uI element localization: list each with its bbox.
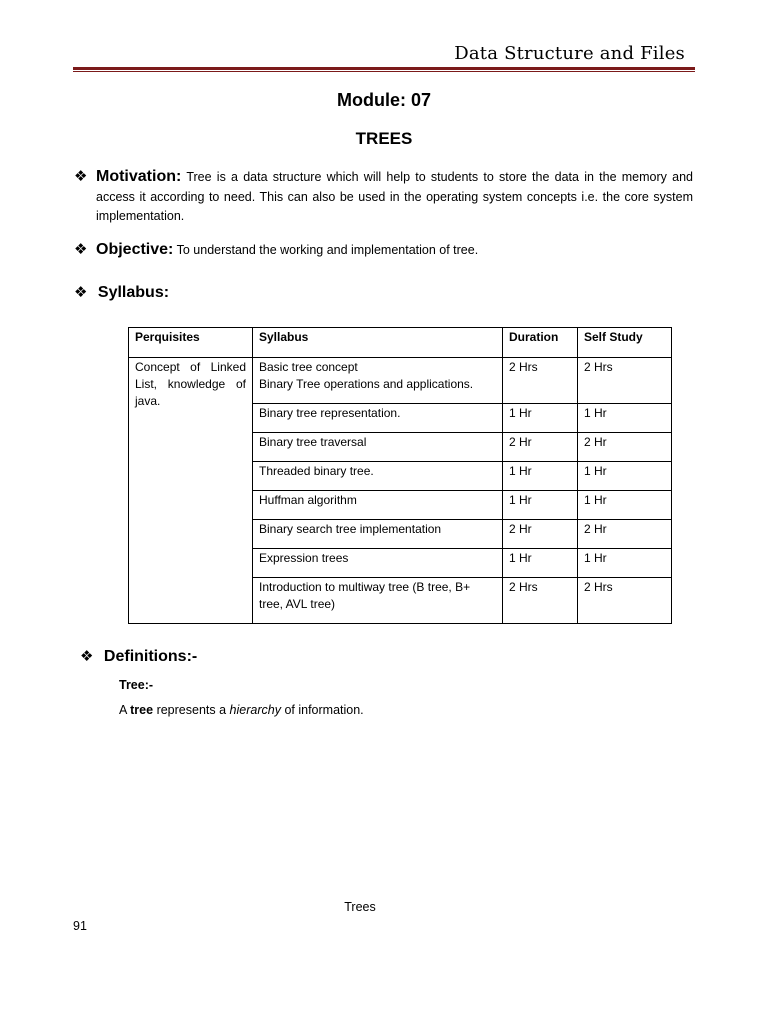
objective-text: To understand the working and implementation of tree. [176, 243, 479, 257]
topic-cell: Introduction to multiway tree (B tree, B+ tree, AVL tree) [253, 578, 503, 624]
topic-cell [253, 358, 503, 404]
self-study-cell: 1 Hr [578, 404, 672, 433]
duration-cell: 1 Hr [503, 491, 578, 520]
topic-cell: Huffman algorithm [253, 491, 503, 520]
motivation-paragraph [96, 167, 693, 227]
table-row [129, 358, 672, 404]
objective-label: Objective: [96, 241, 174, 258]
definition-emphasis: hierarchy [229, 703, 281, 717]
motivation-text: Tree is a data structure which will help to students to store the data in the memory and access it according to need. This can also be used in the operating system concepts i.e. the core system implementation. [96, 170, 693, 223]
self-study-cell: 2 Hrs [578, 578, 672, 624]
definition-word: represents a [156, 703, 227, 717]
duration-cell: 2 Hrs [503, 578, 578, 624]
definition-word: A [119, 703, 127, 717]
header-rule-thick [73, 67, 695, 70]
running-header-title: Data Structure and Files [454, 43, 685, 64]
diamond-bullet-icon: ❖ [74, 168, 88, 185]
duration-cell: 1 Hr [503, 404, 578, 433]
topic-cell: Binary tree traversal [253, 433, 503, 462]
topic-cell: Binary search tree implementation [253, 520, 503, 549]
column-header: Duration [503, 328, 578, 358]
footer-title: Trees [344, 900, 376, 914]
definition-term: tree [130, 703, 154, 717]
self-study-cell: 1 Hr [578, 549, 672, 578]
header-rule-thin [73, 71, 695, 72]
motivation-label: Motivation: [96, 168, 182, 185]
topic-cell: Threaded binary tree. [253, 462, 503, 491]
duration-cell: 1 Hr [503, 549, 578, 578]
self-study-cell: 1 Hr [578, 462, 672, 491]
self-study-cell: 2 Hrs [578, 358, 672, 404]
diamond-bullet-icon: ❖ [74, 284, 88, 301]
duration-cell: 2 Hrs [503, 358, 578, 404]
column-header: Perquisites [129, 328, 253, 358]
definitions-label: Definitions:- [103, 648, 198, 665]
definition-word: of information. [284, 703, 364, 717]
self-study-cell: 2 Hr [578, 520, 672, 549]
diamond-bullet-icon: ❖ [80, 648, 94, 665]
tree-definition [119, 703, 364, 717]
duration-cell: 2 Hr [503, 520, 578, 549]
tree-subheading: Tree:- [119, 678, 154, 692]
definitions-heading [80, 647, 197, 666]
self-study-cell: 1 Hr [578, 491, 672, 520]
chapter-title: TREES [355, 129, 413, 148]
diamond-bullet-icon: ❖ [74, 241, 88, 258]
topic-cell: Binary tree representation. [253, 404, 503, 433]
table-header-row [129, 328, 672, 358]
topic-line: Basic tree concept [259, 360, 358, 374]
duration-cell: 2 Hr [503, 433, 578, 462]
objective-paragraph [96, 240, 693, 261]
page-number: 91 [73, 919, 87, 933]
module-title: Module: 07 [336, 90, 431, 110]
syllabus-heading [74, 283, 169, 302]
prerequisite-cell: Concept of Linked List, knowledge of java. [129, 358, 253, 624]
syllabus-table [128, 327, 672, 624]
duration-cell: 1 Hr [503, 462, 578, 491]
topic-cell: Expression trees [253, 549, 503, 578]
column-header: Syllabus [253, 328, 503, 358]
topic-line: Binary Tree operations and applications. [259, 377, 474, 391]
syllabus-label: Syllabus: [97, 284, 170, 301]
self-study-cell: 2 Hr [578, 433, 672, 462]
column-header: Self Study [578, 328, 672, 358]
